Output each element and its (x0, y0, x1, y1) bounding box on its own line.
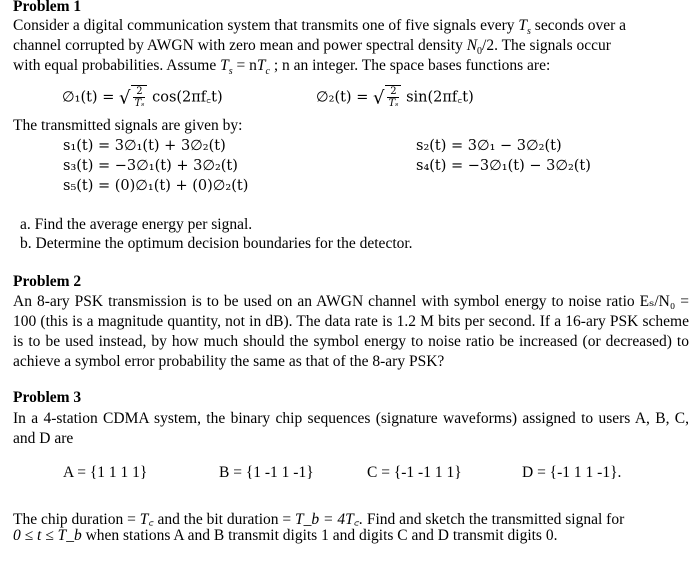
problem2-title: Problem 2 (13, 273, 82, 290)
problem1-intro-line1: Consider a digital communication system that transmits one of five signals every $T_s$ seconds over a (13, 17, 627, 38)
problem1-title: Problem 1 (13, 0, 82, 15)
sequence-c: C = {-1 -1 1 1} (367, 464, 462, 481)
sequence-a: A = {1 1 1 1} (63, 464, 148, 481)
phi2-equation: ∅₂(t) = √ $\frac{2}{\text{Tₛ}}$ sin(2πf꜀t) (316, 86, 474, 109)
problem1-item-a: a. Find the average energy per signal. (20, 216, 253, 233)
signal-s3: s₃(t) = −3∅₁(t) + 3∅₂(t) (63, 158, 238, 174)
problem3-line1: The chip duration = T꜀ and the bit duration = T_b = 4T꜀. Find and sketch the transmitted signal for (13, 511, 625, 528)
signal-s4: s₄(t) = −3∅₁(t) − 3∅₂(t) (416, 158, 591, 174)
signal-s2: s₂(t) = 3∅₁ − 3∅₂(t) (416, 138, 562, 154)
sequence-b: B = {1 -1 1 -1} (219, 464, 314, 481)
problem3-title: Problem 3 (13, 389, 82, 406)
phi1-equation: ∅₁(t) = √ $\frac{2}{\text{Tₛ}}$ cos(2πf꜀t) (62, 86, 223, 109)
signal-s5: s₅(t) = (0)∅₁(t) + (0)∅₂(t) (63, 178, 249, 194)
problem3-line2: 0 ≤ t ≤ T_b when stations A and B transmit digits 1 and digits C and D transmit digits 0. (13, 527, 558, 544)
problem2-body: An 8-ary PSK transmission is to be used on an AWGN channel with symbol energy to noise ratio Eₛ/N₀ = 100 (this is a magnitude quantity, not in dB). The data rate is 1.2 M bits per second. If a 16-ary PSK scheme is to be used instead, by how much should the symbol energy to noise ratio be increased (or decreased) to achieve a symbol error probability the same as that of the 8-ary PSK? (13, 293, 689, 370)
problem1-intro-line3: with equal probabilities. Assume $T_s = nT_c$ ; n an integer. The space bases functions are: (13, 57, 551, 78)
problem1-intro-line2: channel corrupted by AWGN with zero mean and power spectral density $N_0/2$. The signals occur (13, 37, 611, 58)
signals-intro: The transmitted signals are given by: (13, 117, 243, 134)
sequence-d: D = {-1 1 1 -1}. (522, 464, 622, 481)
problem1-item-b: b. Determine the optimum decision boundaries for the detector. (20, 235, 413, 252)
problem3-body: In a 4-station CDMA system, the binary chip sequences (signature waveforms) assigned to users A, B, C, and D are (13, 410, 689, 447)
signal-s1: s₁(t) = 3∅₁(t) + 3∅₂(t) (63, 138, 226, 154)
